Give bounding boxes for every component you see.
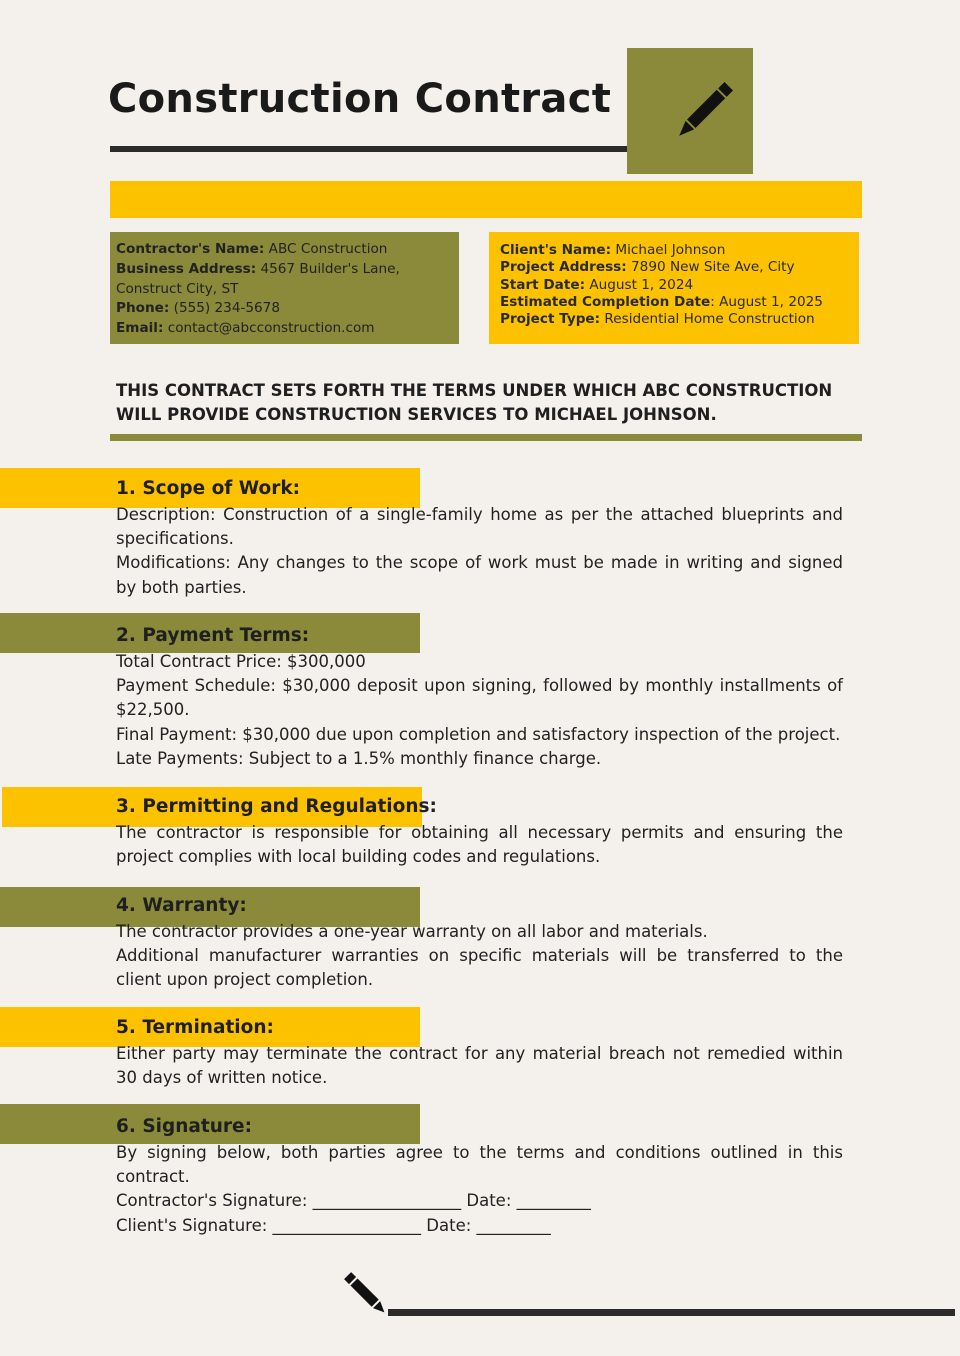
footer-rule [388, 1309, 955, 1316]
client-name: Michael Johnson [615, 242, 726, 258]
section-line: By signing below, both parties agree to the terms and conditions outlined in this contract. [116, 1143, 843, 1187]
project-address: 7890 New Site Ave, City [631, 259, 795, 276]
section-body [116, 1141, 843, 1238]
phone-value: (555) 234-5678 [173, 300, 280, 317]
email-label: Email: [116, 320, 164, 337]
section-heading: 6. Signature: [116, 1116, 252, 1137]
header-band [110, 181, 862, 218]
section-body [116, 650, 843, 771]
statement-divider [110, 434, 862, 441]
business-address-label: Business Address: [116, 260, 257, 277]
section-body [116, 920, 843, 993]
section-body [116, 1042, 843, 1090]
client-signature-line[interactable]: Client's Signature: __________________ Date: _________ [116, 1215, 551, 1235]
section-line: Payment Schedule: $30,000 deposit upon signing, followed by monthly installments of $22,500. [116, 676, 843, 720]
start-date: August 1, 2024 [589, 276, 694, 293]
section-line: The contractor is responsible for obtaining all necessary permits and ensuring the project complies with local building codes and regulations. [116, 823, 843, 867]
page-title: Construction Contract [108, 76, 612, 122]
pencil-icon [340, 1268, 392, 1320]
contractor-name-label: Contractor's Name: [116, 241, 265, 257]
business-address: 4567 Builder's Lane, [260, 260, 400, 277]
section-body [116, 821, 843, 869]
completion-date: : August 1, 2025 [710, 293, 823, 310]
section-heading: 4. Warranty: [116, 895, 247, 916]
client-info [489, 232, 859, 344]
completion-date-label: Estimated Completion Date [500, 293, 711, 310]
section-line: Late Payments: Subject to a 1.5% monthly finance charge. [116, 748, 602, 768]
phone-label: Phone: [116, 300, 170, 317]
section-line: Final Payment: $30,000 due upon completion and satisfactory inspection of the project. [116, 724, 841, 744]
section-body [116, 503, 843, 600]
footer-pencil [340, 1268, 392, 1324]
section-heading: 5. Termination: [116, 1017, 274, 1038]
section-heading: 2. Payment Terms: [116, 625, 310, 646]
pencil-icon [667, 74, 741, 148]
start-date-label: Start Date: [500, 276, 586, 293]
section-line: Either party may terminate the contract for any material breach not remedied within 30 days of written notice. [116, 1044, 843, 1088]
section-heading: 3. Permitting and Regulations: [116, 796, 437, 817]
section-heading: 1. Scope of Work: [116, 478, 301, 499]
contractor-signature-line[interactable]: Contractor's Signature: __________________ Date: _________ [116, 1191, 591, 1211]
client-name-label: Client's Name: [500, 242, 612, 258]
section-line: Description: Construction of a single-family home as per the attached blueprints and specifications. [116, 505, 843, 549]
section-line: The contractor provides a one-year warranty on all labor and materials. [116, 922, 708, 941]
business-address-line2: Construct City, ST [116, 280, 239, 297]
email-value: contact@abcconstruction.com [167, 320, 375, 337]
section-line: Total Contract Price: $300,000 [116, 652, 366, 671]
project-address-label: Project Address: [500, 259, 627, 276]
contractor-info [110, 232, 459, 344]
contract-statement: THIS CONTRACT SETS FORTH THE TERMS UNDER WHICH ABC CONSTRUCTION WILL PROVIDE CONSTRUCTION SERVICES TO MICHAEL JOHNSON. [116, 381, 833, 424]
header-icon-box [627, 48, 753, 174]
contractor-name: ABC Construction [268, 241, 388, 257]
section-line: Modifications: Any changes to the scope of work must be made in writing and signed by both parties. [116, 553, 843, 597]
section-line: Additional manufacturer warranties on specific materials will be transferred to the client upon project completion. [116, 946, 843, 990]
project-type-label: Project Type: [500, 311, 601, 328]
title-underline [110, 146, 676, 152]
project-type: Residential Home Construction [604, 311, 815, 328]
